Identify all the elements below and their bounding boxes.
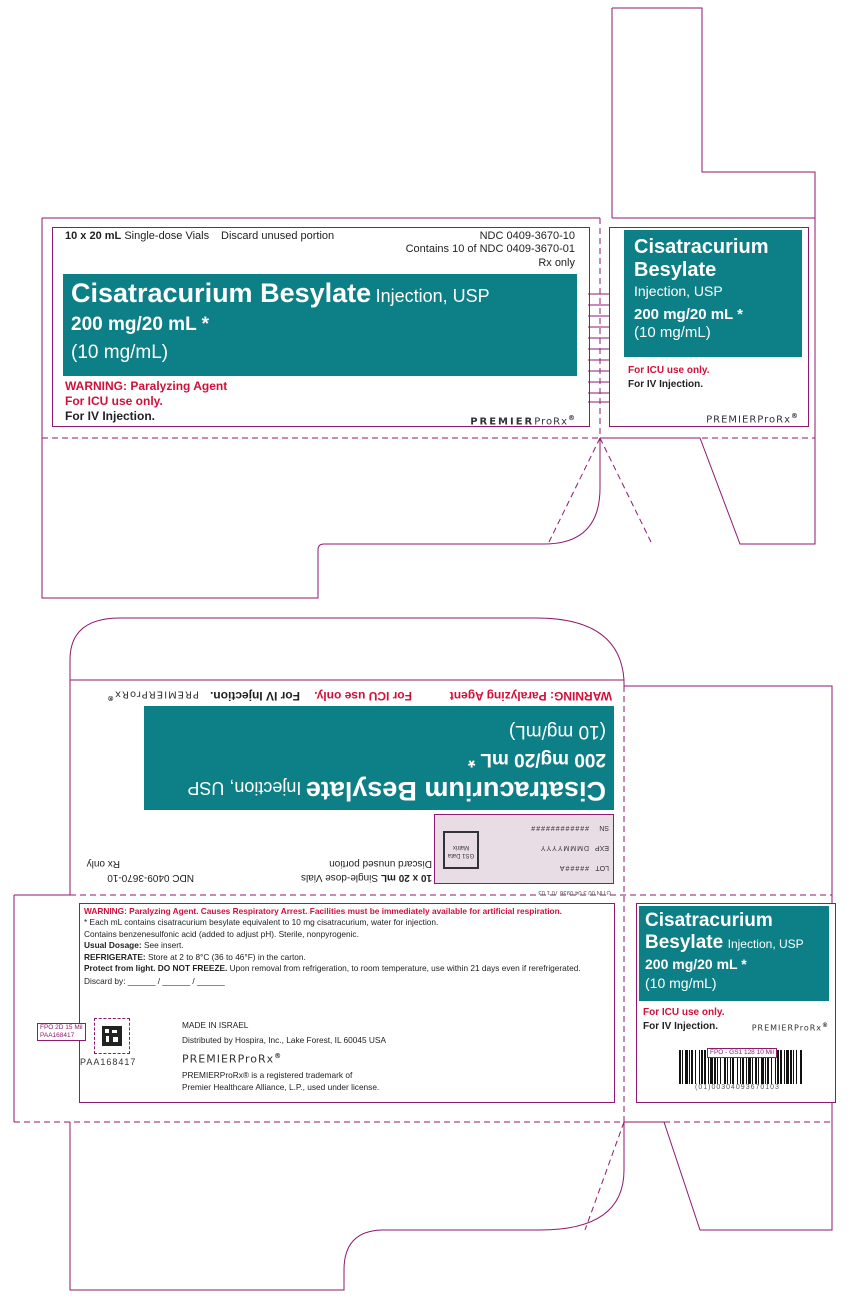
back-concentration: (10 mg/mL) [508,721,606,742]
2d-code [94,1018,130,1054]
ndc-number: NDC 0409-3670-10 [479,230,575,242]
sn-value: ############ [530,824,589,831]
side-b-drug-name-1: Cisatracurium [645,910,773,931]
side-b-strength: 200 mg/20 mL * [645,956,747,972]
info-brand-logo: PREMIERProRx® [182,1052,284,1066]
strength: 200 mg/20 mL * [71,314,210,335]
barcode-bar [682,1050,683,1084]
drug-name-banner [63,274,577,376]
drug-form: Injection, USP [375,286,490,306]
side-b-drug-name-2: Besylate [645,932,724,953]
side-panel-top [609,227,809,427]
front-panel [52,227,590,427]
discard-note: Discard unused portion [221,230,335,242]
trademark-2: Premier Healthcare Alliance, L.P., used under license. [182,1082,380,1092]
side-panel-bottom [636,903,836,1103]
back-icu: For ICU use only. [314,689,412,703]
gs1-datamatrix: GS1 Data Matrix [443,831,479,869]
info-warning: WARNING: Paralyzing Agent. Causes Respiratory Arrest. Facilities must be immediately available for artificial respiration. [84,906,562,916]
info-refrigerate: REFRIGERATE: Store at 2 to 8°C (36 to 46°F) in the carton. [84,951,306,962]
side-concentration: (10 mg/mL) [634,324,711,341]
back-route: For IV Injection. [209,689,300,703]
side-b-route: For IV Injection. [643,1021,719,1032]
back-pack-size: 10 x 20 mL Single-dose Vials [300,872,432,883]
paa-code: PAA168417 [80,1057,137,1067]
barcode-bar [796,1050,797,1084]
lot-exp-box [434,814,614,895]
barcode-bar [679,1050,681,1084]
back-drug-banner [144,706,614,810]
exp-label: EXP [594,844,609,851]
back-discard: Discard unused portion [329,858,432,869]
info-text [84,906,612,988]
side-banner-bottom [639,906,829,1001]
pack-size: 10 x 20 mL Single-dose Vials [65,230,210,242]
info-contains: Contains benzenesulfonic acid (added to adjust pH). Sterile, nonpyrogenic. [84,928,359,939]
lot-label: LOT [595,864,609,871]
sn-label: SN [599,824,609,831]
side-drug-form: Injection, USP [634,283,723,299]
barcode-bar [701,1050,703,1084]
side-strength: 200 mg/20 mL * [634,306,743,323]
side-brand-logo: PREMIERProRx® [706,412,800,426]
icu-text: For ICU use only. [65,394,163,408]
drug-name: Cisatracurium Besylate [71,278,372,308]
side-banner-top [624,230,802,357]
info-protect: Protect from light. DO NOT FREEZE. Upon removal from refrigeration, to room temperature, use within 21 days even if rerefrigerated. [84,963,581,974]
back-drug-form: Injection, USP [187,778,302,798]
back-panel-flipped [70,686,624,895]
barcode-bar [784,1050,785,1084]
brand-logo: PREMIERProRx® [470,414,577,428]
back-drug-name: Cisatracurium Besylate [305,776,606,806]
barcode-bar [704,1050,706,1084]
scale-ticks [588,292,610,404]
side-icu: For ICU use only. [628,365,710,376]
trademark-1: PREMIERProRx® is a registered trademark of [182,1070,353,1080]
info-panel [79,903,615,1103]
side-route: For IV Injection. [628,379,704,390]
info-each-ml: * Each mL contains cisatracurium besylate equivalent to 10 mg cisatracurium, water for injection. [84,917,439,928]
distributed-by: Distributed by Hospira, Inc., Lake Forest, IL 60045 USA [182,1035,386,1045]
barcode-bar [699,1050,700,1084]
contains-note: Contains 10 of NDC 0409-3670-01 [405,243,575,255]
made-in: MADE IN ISRAEL [182,1020,249,1030]
barcode-digits: (01)00304093670103 [695,1084,780,1091]
barcode-bar [689,1050,690,1084]
barcode-bar [777,1050,779,1084]
rx-only: Rx only [538,257,575,269]
fpo-2d-label: FPO 2D 15 Mil PAA168417 [37,1023,86,1041]
side-b-drug-form: Injection, USP [727,937,804,951]
barcode-bar [691,1050,693,1084]
barcode-bar [793,1050,794,1084]
back-ndc: NDC 0409-3670-10 [107,872,194,883]
barcode-bar [790,1050,792,1084]
route-text: For IV Injection. [65,409,156,423]
lot-value: #####A [558,864,589,871]
barcode-bar [695,1050,696,1084]
side-b-brand-logo: PREMIERProRx® [751,1022,829,1033]
barcode-bar [800,1050,802,1084]
side-drug-name-1: Cisatracurium [634,236,769,258]
back-warning: WARNING: Paralyzing Agent [449,689,612,703]
barcode-fpo-label: FPO - GS1 128 10 Mil [707,1048,777,1058]
barcode-bar [780,1050,782,1084]
warning-text: WARNING: Paralyzing Agent [65,379,228,393]
info-usual: Usual Dosage: See insert. [84,940,184,951]
back-brand-logo: PREMIERProRx® [105,688,199,702]
exp-value: DMMMYYYY [539,844,589,851]
back-rx: Rx only [86,858,120,869]
side-b-icu: For ICU use only. [643,1007,725,1018]
concentration: (10 mg/mL) [71,342,169,363]
side-b-concentration: (10 mg/mL) [645,975,717,991]
barcode-bar [786,1050,789,1084]
back-strength: 200 mg/20 mL * [467,749,606,770]
gs1-fpo: GTIN 00 3 04 0936 70 1 03 [538,889,611,895]
barcode-bar [685,1050,688,1084]
side-drug-name-2: Besylate [634,259,717,281]
info-discard-by: Discard by: ______ / ______ / ______ [84,976,225,987]
